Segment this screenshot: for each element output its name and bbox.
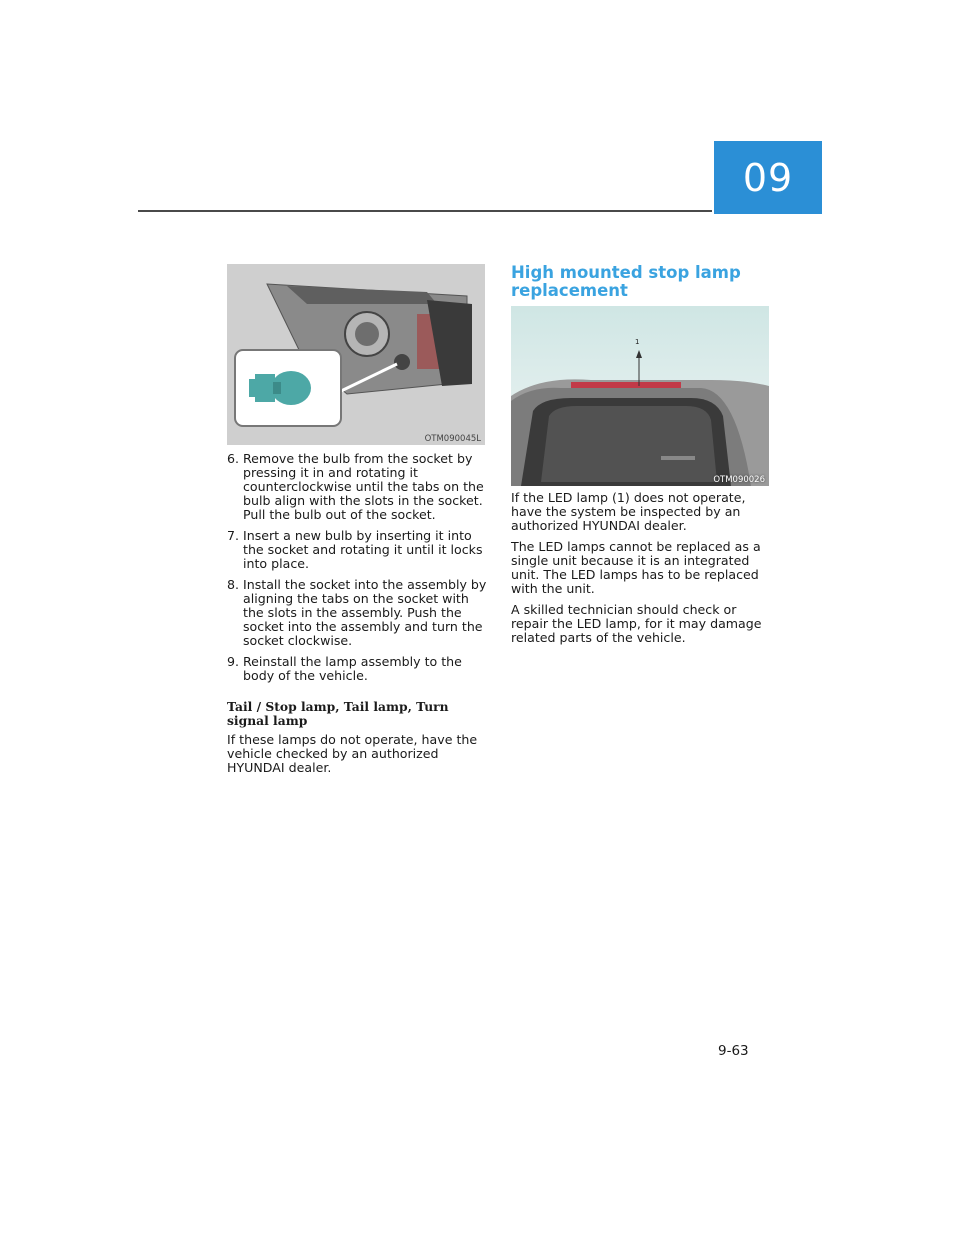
tail-lamp-heading: Tail / Stop lamp, Tail lamp, Turn signal lamp: [227, 699, 449, 728]
right-column: [511, 491, 773, 652]
tail-lamp-body: If these lamps do not operate, have the vehicle checked by an authorized HYUNDAI dealer.: [227, 732, 478, 775]
paragraph: A skilled technician should check or repair the LED lamp, for it may damage related parts of the vehicle.: [511, 602, 762, 645]
page-number: 9-63: [718, 1043, 749, 1059]
callout-number: 1: [635, 338, 640, 346]
rear-car-illustration: [511, 306, 769, 486]
tail-lamp-figure: [227, 264, 485, 445]
paragraph: The LED lamps cannot be replaced as a single unit because it is an integrated unit. The LED lamps has to be replaced with the unit.: [511, 539, 761, 596]
section-title: High mounted stop lamp replacement: [511, 263, 741, 300]
paragraph: If the LED lamp (1) does not operate, have the system be inspected by an authorized HYUNDAI dealer.: [511, 490, 746, 533]
steps-list: [227, 452, 489, 683]
step-item: 7. Insert a new bulb by inserting it into the socket and rotating it until it locks into place.: [227, 528, 483, 571]
chapter-number: 09: [742, 155, 794, 200]
figure-code: OTM090026: [713, 475, 765, 485]
left-column: [227, 452, 489, 782]
figure-code: OTM090045L: [424, 434, 481, 444]
step-item: 8. Install the socket into the assembly by aligning the tabs on the socket with the slots in the assembly. Push the socket into the assembly and turn the socket clockwise.: [227, 577, 487, 648]
stop-lamp-figure: [511, 306, 769, 486]
step-item: 6. Remove the bulb from the socket by pressing it in and rotating it counterclockwise until the tabs on the bulb align with the slots in the socket. Pull the bulb out of the socket.: [227, 451, 484, 522]
tail-lamp-illustration: [227, 264, 485, 445]
header-rule: [138, 210, 712, 212]
step-item: 9. Reinstall the lamp assembly to the body of the vehicle.: [227, 654, 462, 683]
chapter-tab: [714, 141, 822, 214]
